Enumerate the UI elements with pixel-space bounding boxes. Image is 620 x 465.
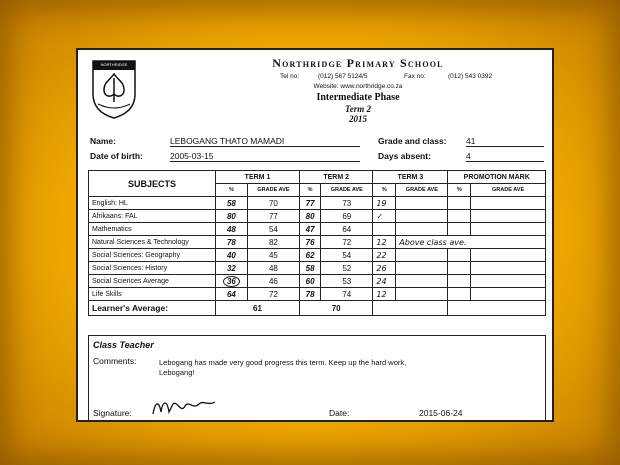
subject-cell: Life Skills	[89, 288, 216, 301]
average-row	[89, 301, 546, 316]
subjects-header: SUBJECTS	[89, 171, 216, 197]
term2-ave: 52	[321, 262, 373, 275]
subject-cell: Mathematics	[89, 223, 216, 236]
term2-pct: 47	[300, 223, 321, 236]
table-row	[89, 236, 546, 249]
grades-table	[88, 170, 546, 316]
term-label: Term 2	[345, 104, 371, 114]
term2-pct: 62	[300, 249, 321, 262]
term1-pct: 78	[216, 236, 248, 249]
year-label: 2015	[349, 114, 367, 124]
signature-label: Signature:	[93, 408, 132, 418]
term-title	[208, 104, 508, 124]
table-row	[89, 210, 546, 223]
grade-ave-header: GRADE AVE	[247, 184, 299, 197]
website: Website: www.northridge.co.za	[313, 83, 403, 90]
term1-pct: 48	[216, 223, 248, 236]
avg-term1: 61	[216, 301, 300, 316]
term3-pct: ✓	[373, 210, 396, 223]
term3-header: TERM 3	[373, 171, 448, 184]
term1-pct: 32	[216, 262, 248, 275]
term2-pct: 77	[300, 197, 321, 210]
term1-ave: 45	[247, 249, 299, 262]
student-name: LEBOGANG THATO MAMADI	[170, 136, 360, 147]
term2-ave: 74	[321, 288, 373, 301]
term3-pct: 12	[373, 236, 396, 249]
term3-pct: 22	[373, 249, 396, 262]
table-row	[89, 223, 546, 236]
term3-pct: 12	[373, 288, 396, 301]
term1-ave: 54	[247, 223, 299, 236]
term1-pct: 40	[216, 249, 248, 262]
subject-cell: Social Sciences: Geography	[89, 249, 216, 262]
comment-line-2: Lebogang!	[159, 368, 195, 377]
subject-cell: Social Sciences Average	[89, 275, 216, 288]
name-label: Name:	[90, 136, 116, 146]
tel-label: Tel no:	[280, 73, 300, 80]
avg-label: Learner's Average:	[89, 301, 216, 316]
term2-pct: 78	[300, 288, 321, 301]
subject-cell: Natural Sciences & Technology	[89, 236, 216, 249]
term1-ave: 48	[247, 262, 299, 275]
signature-icon	[149, 396, 219, 418]
promotion-header: PROMOTION MARK	[448, 171, 546, 184]
pct-header: %	[373, 184, 396, 197]
term1-ave: 46	[247, 275, 299, 288]
term2-pct: 60	[300, 275, 321, 288]
term1-ave: 82	[247, 236, 299, 249]
term2-header: TERM 2	[300, 171, 373, 184]
subject-cell: Social Sciences: History	[89, 262, 216, 275]
table-row	[89, 249, 546, 262]
term2-pct: 76	[300, 236, 321, 249]
term1-pct: 64	[216, 288, 248, 301]
table-row	[89, 197, 546, 210]
comment-line-1: Lebogang has made very good progress this term. Keep up the hard work,	[159, 358, 407, 367]
date-value: 2015-06-24	[419, 408, 463, 418]
term3-pct	[373, 223, 396, 236]
subject-cell: Afrikaans: FAL	[89, 210, 216, 223]
term3-pct: 19	[373, 197, 396, 210]
term2-pct: 80	[300, 210, 321, 223]
term1-pct: 36	[223, 276, 240, 287]
term2-ave: 73	[321, 197, 373, 210]
grade-value: 41	[466, 136, 544, 147]
comments-label: Comments:	[93, 356, 137, 366]
grade-ave-header: GRADE AVE	[321, 184, 373, 197]
dob-value: 2005-03-15	[170, 151, 360, 162]
term2-pct: 58	[300, 262, 321, 275]
table-row	[89, 262, 546, 275]
teacher-heading: Class Teacher	[93, 340, 154, 350]
school-name: Northridge Primary School	[272, 56, 444, 70]
term3-pct: 26	[373, 262, 396, 275]
table-row	[89, 288, 546, 301]
grade-ave-header: GRADE AVE	[396, 184, 448, 197]
term1-ave: 77	[247, 210, 299, 223]
subject-cell: English: HL	[89, 197, 216, 210]
date-label: Date:	[329, 408, 350, 418]
term1-ave: 72	[247, 288, 299, 301]
fax-value: (012) 543 0392	[448, 73, 493, 80]
report-card	[76, 48, 554, 422]
school-crest-icon	[90, 58, 138, 120]
term2-ave: 72	[321, 236, 373, 249]
handwritten-note: Above class ave.	[396, 236, 546, 249]
absent-value: 4	[466, 151, 544, 162]
absent-label: Days absent:	[378, 151, 431, 161]
fax-label: Fax no:	[404, 73, 426, 80]
term1-header: TERM 1	[216, 171, 300, 184]
pct-header: %	[300, 184, 321, 197]
phase-title: Intermediate Phase	[316, 92, 400, 103]
avg-term2: 70	[300, 301, 373, 316]
class-teacher-section	[88, 335, 546, 420]
grade-label: Grade and class:	[378, 136, 447, 146]
term2-ave: 54	[321, 249, 373, 262]
grade-ave-header: GRADE AVE	[471, 184, 546, 197]
term1-pct: 80	[216, 210, 248, 223]
pct-header: %	[448, 184, 471, 197]
term2-ave: 64	[321, 223, 373, 236]
dob-label: Date of birth:	[90, 151, 143, 161]
table-row	[89, 275, 546, 288]
term2-ave: 69	[321, 210, 373, 223]
term1-pct: 58	[216, 197, 248, 210]
term1-ave: 70	[247, 197, 299, 210]
pct-header: %	[216, 184, 248, 197]
term1-pct-circled	[216, 275, 248, 288]
term2-ave: 53	[321, 275, 373, 288]
tel-value: (012) 567 5124/5	[318, 73, 368, 80]
crest-text: NORTHRIDGE	[100, 62, 128, 67]
term3-pct: 24	[373, 275, 396, 288]
